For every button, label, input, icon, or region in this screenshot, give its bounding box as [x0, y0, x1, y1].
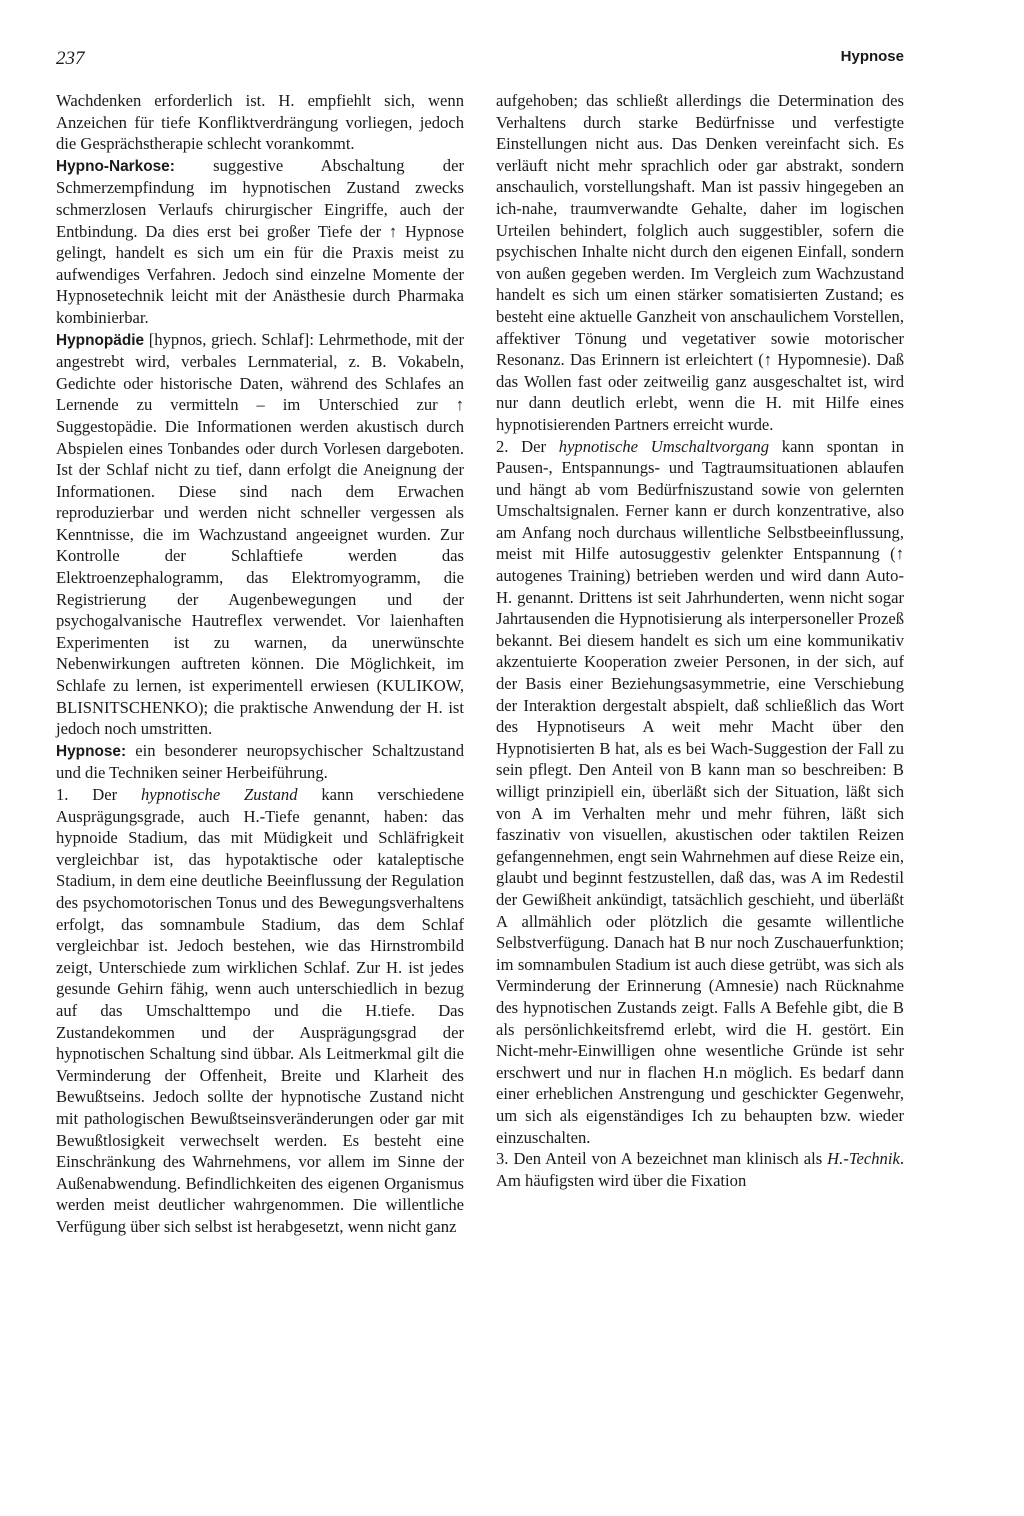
- text-run: . Am häufigsten wird über die Fixation: [496, 1149, 904, 1190]
- paragraph: [496, 436, 904, 1149]
- entry-hypnopaedie: [56, 329, 464, 740]
- entry-hypno-narkose: [56, 155, 464, 329]
- text-run: kann spontan in Pausen-, Entspannungs- und Tagtraumsituationen ablaufen und hängt ab vom Bedürfniszustand sowie von gelernten Umschaltsignalen. Ferner kann er durch konzentrative, also am Anfang noch durchaus willentliche Selbstbeeinflussung, meist mit Hilfe autosuggestiv gelenkter Entspannung (↑ autogenes Training) betrieben werden und wird dann Auto-H. genannt. Drittens ist seit Jahrhunderten, wenn nicht sogar Jahrtausenden die Hypnotisierung als interpersoneller Prozeß bekannt. Bei diesem handelt es sich um eine kommunikativ akzentuierte Kooperation zweier Personen, in der sich, auf der Basis einer Beziehungsasymmetrie, eine Verschiebung der Interaktion dergestalt abspielt, daß schließlich das Wort des Hypnotiseurs A weit mehr Macht über den Hypnotisierten B hat, als es bei Wach-Suggestion der Fall zu sein pflegt. Den Anteil von B kann man so beschreiben: B willigt prinzipiell ein, überläßt sich der Situation, läßt sich von A im Verhalten mehr und mehr führen, läßt sich faszinativ von visuellen, akustischen oder taktilen Reizen gefangennehmen, engt sein Wahrnehmen auf diese Reize ein, glaubt und beginnt festzustellen, daß das, was A im Redestil der Gewißheit ankündigt, tatsächlich geschieht, und überläßt A allmählich oder plötzlich die gesamte willentliche Selbstverfügung. Danach hat B nur noch Zuschauerfunktion; im somnambulen Stadium ist auch diese getrübt, was sich als Verminderung der Erinnerung (Amnesie) nach Rücknahme des hypnotischen Zustands zeigt. Falls A Befehle gibt, die B als persönlichkeitsfremd erlebt, wird die H. gestört. Ein Nicht-mehr-Einwilligen ohne wesentliche Gründe ist sehr erschwert und nur in flachen H.n möglich. Es bedarf dann einer erheblichen Anstrengung und geschickter Gegenwehr, um sich als eigenständiges Ich zu behaupten bzw. wieder einzuschalten.: [496, 436, 904, 1147]
- entry-text: ein besonderer neuropsychischer Schaltzustand und die Techniken seiner Herbeiführung.: [56, 740, 464, 783]
- entry-hypnose: [56, 740, 464, 784]
- running-head: Hypnose: [840, 48, 904, 65]
- emphasis: hypnotische Umschaltvorgang: [558, 436, 770, 456]
- text-run: 2. Der: [496, 436, 559, 456]
- emphasis: hypnotische Zustand: [140, 785, 298, 804]
- emphasis: H.-Technik: [827, 1149, 900, 1169]
- entry-term: Hypnopädie: [56, 331, 145, 349]
- paragraph: aufgehoben; das schließt allerdings die Determination des Verhaltens durch starke Bedürfnisse und verfestigte Einstellungen nicht aus. Das Denken vereinfacht sich. Es verläuft nicht mehr sprachlich oder gar abstrakt, sondern anschaulich, vorstellungshaft. Man ist passiv hingegeben an ich-nahe, traumverwandte Gehalte, daher im logischen Urteilen behindert, folglich auch suggestibler, sofern die psychischen Inhalte nicht durch den eigenen Einfall, sondern von außen gegeben werden. Im Vergleich zum Wachzustand handelt es sich um einen stärker somatisierten Zustand; es besteht eine aktuelle Ganzheit von anschaulichem Vorstellen, affektiver Tönung und vegetativer sowie motorischer Resonanz. Das Erinnern ist erleichtert (↑ Hypomnesie). Daß das Wollen fast oder zeitweilig ganz ausgeschaltet ist, wird nur dann deutlich erlebt, wenn die H. mit Hilfe eines hypnotisierenden Partners erreicht wurde.: [496, 91, 904, 434]
- text-run: kann verschiedene Ausprägungsgrade, auch H.-Tiefe genannt, haben: das hypnoide Stadium, das mit Müdigkeit und Schläfrigkeit vergleichbar ist, das hypotaktische oder kataleptische Stadium, in dem eine deutliche Beeinflussung der Regulation des psychomotorischen Tonus und des Bewegungsverhaltens erfolgt, das somnambule Stadium, das dem Schlaf vergleichbar ist. Jedoch bestehen, wie das Hirnstrombild zeigt, Unterschiede zum wirklichen Schlaf. Zur H. ist jedes gesunde Gehirn fähig, wenn auch unterschiedlich in bezug auf das Umschalttempo und die H.tiefe. Das Zustandekommen und der Ausprägungsgrad der hypnotischen Schaltung sind übbar. Als Leitmerkmal gilt die Verminderung der Offenheit, Breite und Klarheit des Bewußtseins. Jedoch sollte der hypnotische Zustand nicht mit pathologischen Bewußtseinsveränderungen oder gar mit Bewußtlosigkeit verwechselt werden. Es besteht eine Einschränkung des Wahrnehmens, vor allem im Sinne der Außenabwendung. Befindlichkeiten des eigenen Organismus werden meist deutlicher wahrgenommen. Die willentliche Verfügung über sich selbst ist herabgesetzt, wenn nicht ganz: [56, 785, 464, 1236]
- text-run: 3. Den Anteil von A bezeichnet man klinisch als: [496, 1149, 828, 1169]
- paragraph: [56, 784, 464, 1237]
- left-column: [56, 90, 464, 1237]
- entry-text: [hypnos, griech. Schlaf]: Lehrmethode, mit der angestrebt wird, verbales Lernmaterial, z. B. Vokabeln, Gedichte oder historische Daten, während des Schlafes an Lernende zu vermitteln – im Unterschied zur ↑ Suggestopädie. Die Informationen werden akustisch durch Abspielen eines Tonbandes oder durch Vorlesen dargeboten. Ist der Schlaf nicht zu tief, dann erfolgt die Aneignung der Informationen. Diese sind nach dem Erwachen reproduzierbar und werden nicht schneller vergessen als Kenntnisse, die im Wachzustand angeeignet wurden. Zur Kontrolle der Schlaftiefe werden das Elektroenzephalogramm, das Elektromyogramm, die Registrierung der Augenbewegungen und der psychogalvanische Hautreflex verwendet. Vor laienhaften Experimenten ist zu warnen, da unerwünschte Nebenwirkungen auftreten können. Die Möglichkeit, im Schlafe zu lernen, ist experimentell erwiesen (KULIKOW, BLISNITSCHENKO); die praktische Anwendung der H. ist jedoch noch umstritten.: [56, 329, 464, 739]
- right-column: [496, 90, 904, 1191]
- entry-term: Hypno-Narkose:: [56, 157, 175, 175]
- entry-term: Hypnose:: [56, 742, 127, 760]
- paragraph: Wachdenken erforderlich ist. H. empfiehlt sich, wenn Anzeichen für tiefe Konfliktverdrängung vorliegen, jedoch die Gesprächstherapie schlecht vorankommt.: [56, 91, 464, 154]
- entry-text: suggestive Abschaltung der Schmerzempfindung im hypnotischen Zustand zwecks schmerzlosen Verlaufs chirurgischer Eingriffe, auch der Entbindung. Da dies erst bei großer Tiefe der ↑ Hypnose gelingt, handelt es sich um ein für die Praxis meist zu aufwendiges Verfahren. Jedoch sind einzelne Momente der Hypnosetechnik leicht mit der Anästhesie durch Pharmaka kombinierbar.: [56, 155, 464, 327]
- text-run: 1. Der: [56, 785, 141, 804]
- paragraph: [496, 1148, 904, 1191]
- page-number: 237: [56, 48, 85, 69]
